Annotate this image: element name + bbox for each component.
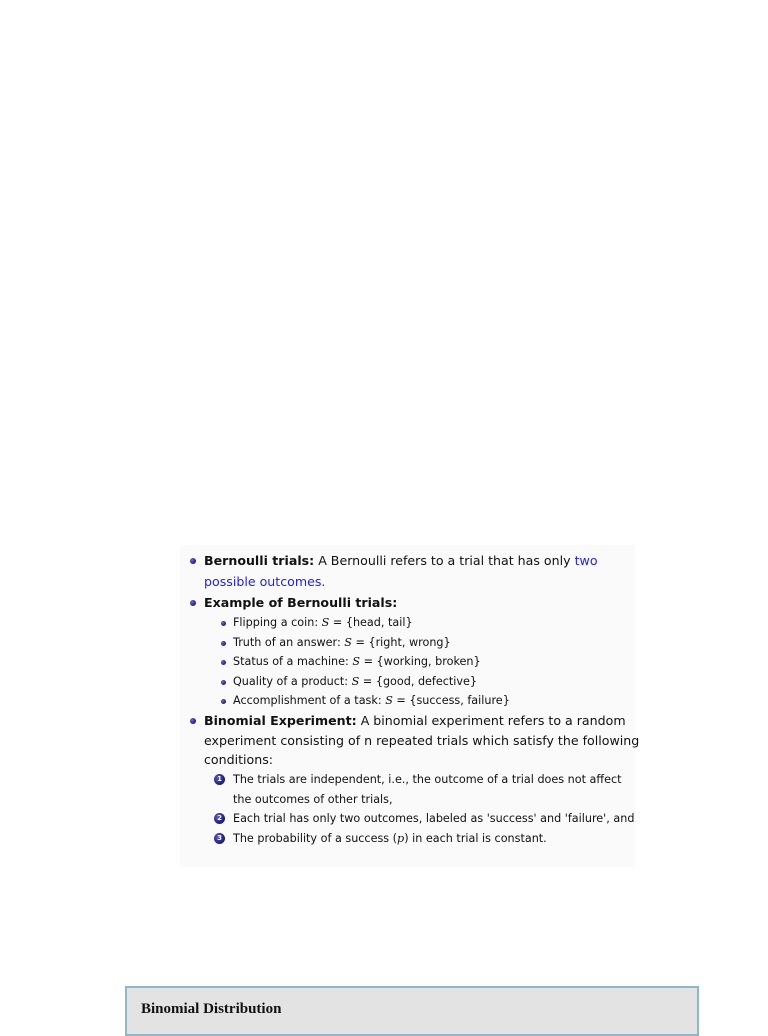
example-var: S (321, 616, 330, 629)
example-set: {head, tail} (345, 616, 413, 629)
example-label: Status of a machine: (233, 655, 349, 668)
example-set: {success, failure} (409, 694, 510, 707)
condition-3 (233, 829, 547, 849)
example-set: {right, wrong} (368, 636, 451, 649)
bernoulli-definition (204, 551, 598, 571)
bernoulli-highlight-continued: possible outcomes. (204, 574, 326, 589)
example-eq: = (363, 655, 373, 668)
example-label: Quality of a product: (233, 675, 349, 688)
section-header-box (125, 986, 699, 1036)
example-eq: = (355, 636, 365, 649)
example-var: S (351, 675, 360, 688)
example-set: {good, defective} (375, 675, 478, 688)
binomial-definition (204, 711, 626, 731)
sub-bullet-icon (221, 680, 226, 685)
bullet-icon (190, 718, 196, 724)
binomial-line1: A binomial experiment refers to a random (360, 713, 626, 728)
condition-2: Each trial has only two outcomes, labeled as 'success' and 'failure', and (233, 812, 635, 825)
example-eq: = (396, 694, 406, 707)
example-item (233, 691, 510, 711)
bullet-icon (190, 558, 196, 564)
bullet-icon (190, 600, 196, 606)
sub-bullet-icon (221, 660, 226, 665)
bernoulli-highlight: two (574, 553, 598, 568)
section-title: Binomial Distribution (141, 1001, 282, 1017)
example-var: S (385, 694, 393, 707)
example-item (233, 672, 477, 692)
example-eq: = (332, 616, 343, 629)
binomial-line3: conditions: (204, 752, 274, 767)
example-item (233, 633, 451, 653)
example-item (233, 613, 413, 633)
examples-heading: Example of Bernoulli trials: (204, 595, 398, 610)
binomial-term: Binomial Experiment: (204, 713, 357, 728)
example-item (233, 652, 481, 672)
condition-3-var: p (397, 832, 405, 845)
example-var: S (352, 655, 361, 668)
binomial-line2: experiment consisting of n repeated trials which satisfy the following (204, 733, 640, 748)
example-label: Flipping a coin: (233, 616, 319, 629)
example-eq: = (362, 675, 373, 688)
example-set: {working, broken} (376, 655, 481, 668)
sub-bullet-icon (221, 641, 226, 646)
example-label: Accomplishment of a task: (233, 694, 382, 707)
condition-3-text-end: ) in each trial is constant. (404, 832, 547, 845)
number-1-icon: 1 (214, 774, 225, 785)
bernoulli-term: Bernoulli trials: (204, 553, 315, 568)
example-label: Truth of an answer: (233, 636, 341, 649)
sub-bullet-icon (221, 621, 226, 626)
bernoulli-text: A Bernoulli refers to a trial that has only (318, 553, 571, 568)
condition-1-continued: the outcomes of other trials, (233, 793, 393, 806)
number-3-icon: 3 (214, 833, 225, 844)
condition-1: The trials are independent, i.e., the outcome of a trial does not affect (233, 773, 622, 786)
number-2-icon: 2 (214, 813, 225, 824)
example-var: S (344, 636, 352, 649)
condition-3-text: The probability of a success ( (233, 832, 398, 845)
sub-bullet-icon (221, 699, 226, 704)
